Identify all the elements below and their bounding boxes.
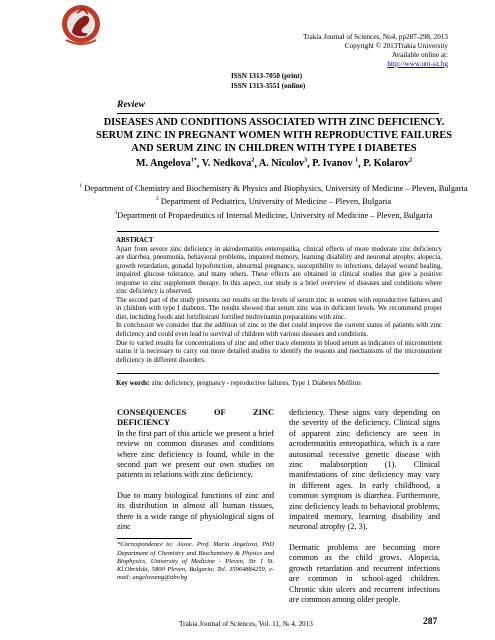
issn-block	[231, 72, 305, 91]
abstract-paragraph: The second part of the study presents our results on the levels of serum zinc in women with reproductive failures and in children with type I diabetes. The results showed that serum zinc was in deficient levels. We recommend proper diet, including foods and fortifitsirani fortified multivitamin preparations with zinc.	[116, 296, 442, 321]
abstract-paragraph: In conclusion we consider that the addition of zinc to the diet could improve the current status of patients with zinc deficiency and could even lead to survival of children with various diseases and conditions.	[116, 322, 442, 339]
header-divider	[117, 113, 439, 114]
author: P. Ivanov $^1$	[312, 158, 359, 170]
author-list: M. Angelova$^{1*}$, V. Nedkova$^2$, A. Nicolov$^3$, P. Ivanov $^1$, P. Kolarov$^2$	[135, 158, 413, 170]
copyright: Copyright © 2013Trakia University	[344, 42, 448, 50]
page-number: 287	[423, 617, 438, 627]
author: A. Nicolov$^3$	[258, 158, 308, 170]
body-paragraph: In the first part of this article we present a brief review on common diseases and conditions where zinc deficiency is found, while in the second part we present our own studies on patients in relations with zinc deficiency.	[117, 428, 274, 480]
journal-info	[218, 33, 448, 69]
body-paragraph: Dermatic problems are becoming more common as the child grows. Alopecia, growth retardation and recurrent infections are common in school-aged children. Chronic skin ulcers and recurrent infections are common among older people.	[289, 542, 440, 604]
affiliation: $^2$ Department of Pediatrics, University of Medicine – Pleven, Bulgaria	[155, 196, 392, 207]
journal-url-link[interactable]: http://www.uni-sz.bg	[387, 60, 448, 68]
footnote-divider	[117, 538, 192, 539]
author: V. Nedkova$^2$	[201, 158, 255, 170]
right-column	[289, 408, 440, 605]
university-logo	[60, 2, 102, 48]
keywords-text: zinc deficiency, pregnancy - reproductive failures, Type 1 Diabetes Mellitus	[149, 380, 361, 387]
body-paragraph: Due to many biological functions of zinc and its distribution in almost all human tissues, there is a wide range of physiological signs of zinc	[117, 490, 274, 532]
author: P. Kolarov$^2$	[363, 158, 413, 170]
journal-line: Trakia Journal of Sciences, No4, pp287-298, 2013	[303, 33, 448, 41]
author: M. Angelova$^{1*}$	[135, 158, 197, 170]
issn-print: ISSN 1313-7050 (print)	[231, 72, 303, 80]
affiliation: $^1$ Department of Chemistry and Biochemistry & Physics and Biophysics, University of Medicine – Pleven, Bulgaria	[79, 183, 468, 193]
correspondence-footnote: *Correspondence to: Assoc. Prof. Maria Angelova, PhD Department of Chemistry and Biochemistry & Physics and Biophysics, University of Medicine - Pleven, Str 1 St. Kl.Ohridski, 5800 Pleven, Bulgaria; Tel. 35964884259, e-mail: angelovamg@abv.bg	[117, 541, 274, 582]
keywords	[116, 380, 446, 387]
abstract	[116, 237, 442, 365]
left-column	[117, 408, 274, 582]
abstract-paragraph: Apart from severe zinc deficiency in akrodermatitis enteropatika, clinical effects of more moderate zinc deficiency are diarrhea, pneumonia, behavioral problems, impaired memory, learning disability and neuronal atrophy, alopecia, growth retardation, gonadal hypofunction, abnormal pregnancy, susceptibility to infections, delayed wound healing, impaired glucose tolerance, and many others. These effects are obtained in clinical studies that give a positive response to zinc supplement therapy. In this aspect, our study is a brief overview of diseases and conditions where zinc deficiency is observed.	[116, 245, 442, 296]
abstract-top-divider	[117, 231, 439, 232]
affiliation: $^3$Department of Propaedeutics of Internal Medicine, University of Medicine – Pleven, Bulgaria	[114, 209, 433, 220]
available-online: Available online at:	[391, 51, 448, 59]
abstract-paragraph: Due to varied results for concentrations of zinc and other trace elements in blood serum as indicators of micronutrient status it is necessary to carry out more detailed studies to identify the reasons and mechanisms of the micronutrient deficiency in different disorders.	[116, 339, 442, 364]
body-paragraph: deficiency. These signs vary depending on the severity of the deficiency. Clinical signs of apparent zinc deficiency are seen in acrodermatitis enteropathica, which is a rare autosomal recessive genetic disease with zinc malabsorption (1). Clinical manifestations of zinc deficiency may vary in different ages. In early childhood, a common symptom is diarrhea. Furthermore, zinc deficiency leads to behavioral problems, impaired memory, learning disability and neuronal atrophy (2, 3).	[289, 408, 440, 532]
footer-citation: Trakia Journal of Sciences, Vol. 11, № 4, 2013	[179, 620, 313, 628]
abstract-bottom-divider	[117, 373, 439, 374]
keywords-label: Key words:	[116, 380, 150, 387]
article-type: Review	[117, 100, 145, 110]
section-heading: CONSEQUENCES OF ZINC DEFICIENCY	[117, 408, 274, 428]
affiliations	[76, 181, 471, 221]
article-title: DISEASES AND CONDITIONS ASSOCIATED WITH ZINC DEFICIENCY. SERUM ZINC IN PREGNANT WOMEN WITH REPRODUCTIVE FAILURES AND SERUM ZINC IN CHILDREN WITH TYPE I DIABETES	[96, 117, 452, 154]
issn-online: ISSN 1313-3551 (online)	[231, 81, 306, 90]
abstract-heading: ABSTRACT	[116, 237, 154, 244]
